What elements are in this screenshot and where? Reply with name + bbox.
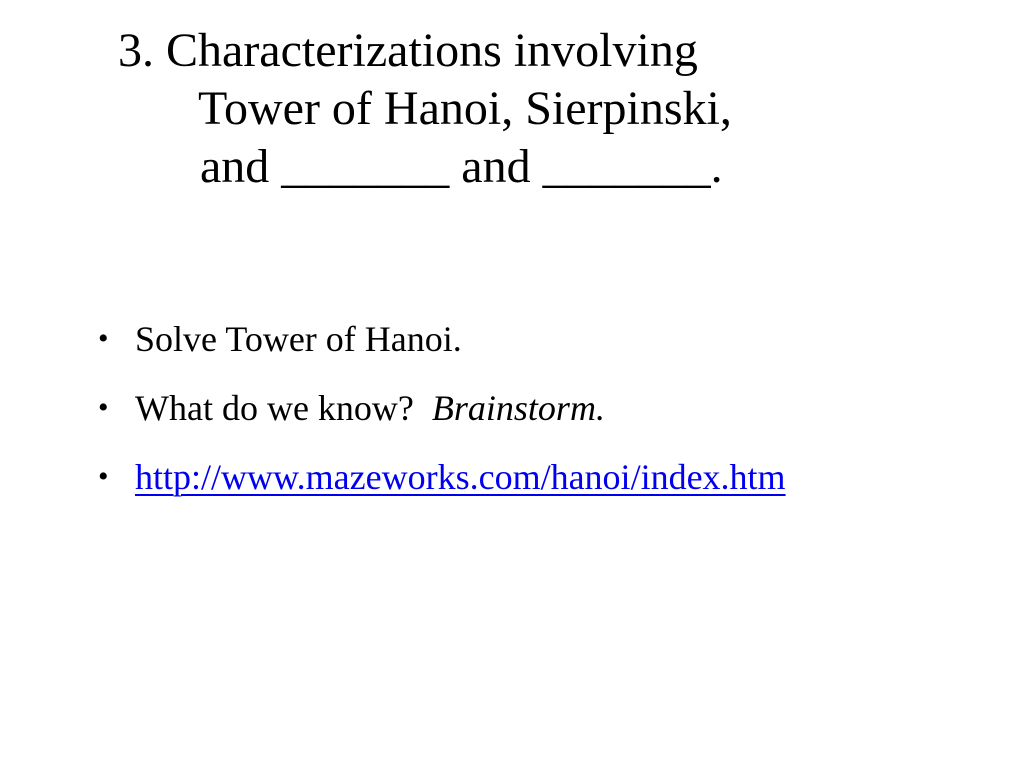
bullet-item-brainstorm [0, 387, 786, 429]
bullet-emphasis: Brainstorm. [431, 388, 605, 428]
bullet-item-link [0, 456, 786, 498]
title-line-2: Tower of Hanoi, Sierpinski, [198, 82, 732, 135]
bullet-icon: • [98, 322, 109, 355]
bullet-list [0, 318, 786, 525]
bullet-text: What do we know? [135, 388, 432, 428]
title-line-3: and _______ and _______. [200, 140, 723, 193]
bullet-icon: • [98, 460, 109, 493]
bullet-text: Solve Tower of Hanoi. [135, 319, 462, 359]
title-line-1: 3. Characterizations involving [118, 24, 698, 77]
slide-title [0, 22, 1024, 196]
bullet-icon: • [98, 391, 109, 424]
bullet-item-solve [0, 318, 786, 360]
hanoi-link[interactable]: http://www.mazeworks.com/hanoi/index.htm [135, 457, 786, 497]
